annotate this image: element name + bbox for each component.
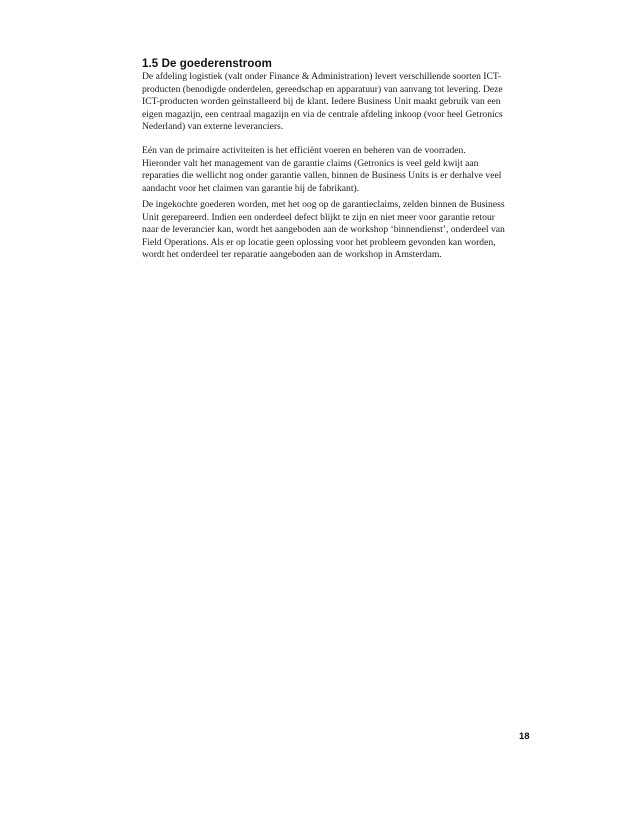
paragraph-line: Hieronder valt het management van de garantie claims (Getronics is veel geld kwijt aan <box>142 157 479 169</box>
paragraph-line: Field Operations. Als er op locatie geen oplossing voor het probleem gevonden kan worden, <box>142 236 496 248</box>
paragraph-line: producten (benodigde onderdelen, gereedschap en apparatuur) van aanvang tot levering. Deze <box>142 83 503 95</box>
paragraph-line: Eén van de primaire activiteiten is het efficiënt voeren en beheren van de voorraden. <box>142 145 466 156</box>
paragraph-line: eigen magazijn, een centraal magazijn en via de centrale afdeling inkoop (voor heel Getronics <box>142 108 503 120</box>
paragraph-line: reparaties die wellicht nog onder garantie vallen, binnen de Business Units is er derhalve veel <box>142 170 502 181</box>
paragraph-3 <box>142 199 537 262</box>
section-heading: 1.5 De goederenstroom <box>142 58 272 70</box>
paragraph-line: wordt het onderdeel ter reparatie aangeboden aan de workshop in Amsterdam. <box>142 249 442 260</box>
paragraph-line: Nederland) van externe leveranciers. <box>142 121 284 132</box>
paragraph-line: Unit gerepareerd. Indien een onderdeel defect blijkt te zijn en niet meer voor garantie retour <box>142 211 495 223</box>
paragraph-1 <box>142 71 537 134</box>
paragraph-2 <box>142 145 537 195</box>
paragraph-line: De afdeling logistiek (valt onder Finance & Administration) levert verschillende soorten ICT- <box>142 71 502 82</box>
paragraph-line: aandacht voor het claimen van garantie bij de fabrikant). <box>142 182 360 194</box>
paragraph-line: naar de leverancier kan, wordt het aangeboden aan de workshop ‘binnendienst’, onderdeel van <box>142 224 505 235</box>
paragraph-line: De ingekochte goederen worden, met het oog op de garantieclaims, zelden binnen de Business <box>142 199 505 210</box>
paragraph-line: ICT-producten worden geïnstalleerd bij de klant. Iedere Business Unit maakt gebruik van een <box>142 96 501 107</box>
page-number: 18 <box>519 731 530 742</box>
